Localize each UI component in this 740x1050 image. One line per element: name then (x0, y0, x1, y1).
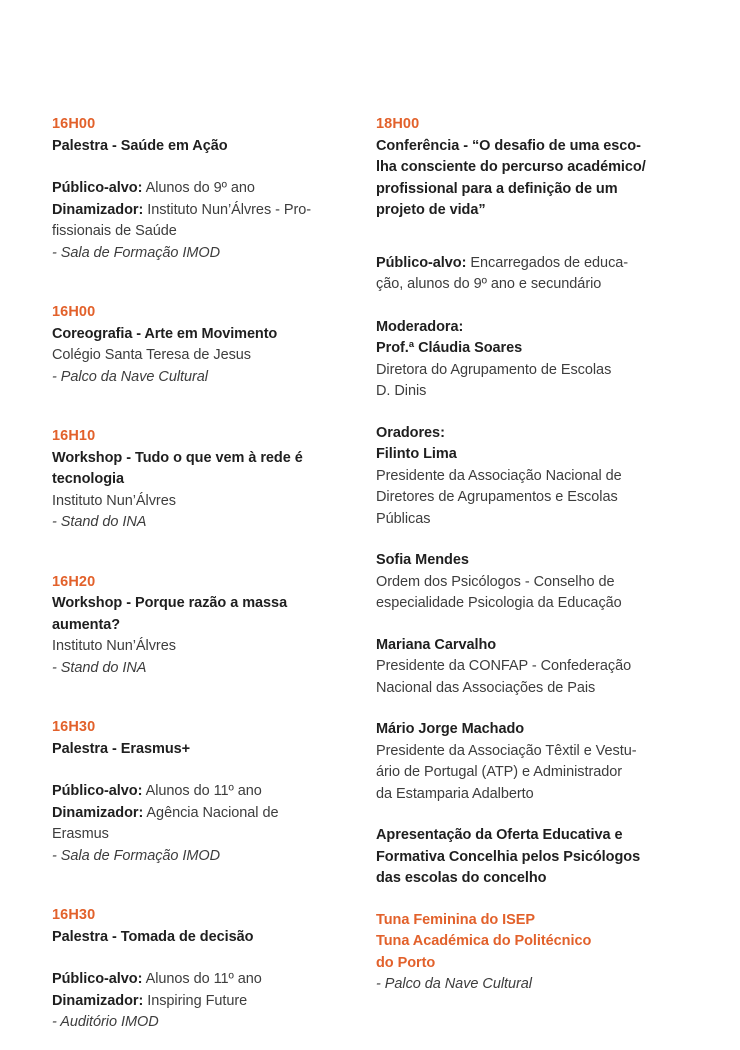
speaker-name: Mário Jorge Machado (376, 721, 525, 737)
speaker-group (376, 550, 668, 615)
presentation-line: das escolas do concelho (376, 870, 547, 886)
entry-title: Workshop - Porque razão a massa (52, 595, 288, 611)
speaker-role-line: Presidente da CONFAP - Confederação (376, 658, 632, 674)
tuna-venue: - Palco da Nave Cultural (376, 976, 532, 992)
entry-time: 16H30 (52, 907, 96, 923)
entry-title: Palestra - Tomada de decisão (52, 928, 254, 945)
speaker-group (376, 423, 668, 531)
entry-detail-continuation: fissionais de Saúde (52, 223, 177, 239)
speaker-role-line: Presidente da Associação Têxtil e Vestu- (376, 742, 637, 759)
entry-detail-line (52, 200, 344, 222)
entry-title: Palestra - Saúde em Ação (52, 137, 228, 154)
conference-time: 18H00 (376, 116, 420, 132)
entry-venue: - Palco da Nave Cultural (52, 368, 208, 385)
detail-label: Público-alvo: (52, 971, 143, 987)
speaker-role-line: especialidade Psicologia da Educação (376, 595, 622, 611)
schedule-entry (52, 302, 344, 388)
conference-audience-continuation: ção, alunos do 9º ano e secundário (376, 276, 602, 292)
entry-detail-line (52, 803, 344, 825)
entry-organizer: Instituto Nun’Álvres (52, 492, 176, 509)
detail-value: Inspiring Future (143, 992, 248, 1009)
schedule-entry (52, 114, 344, 264)
detail-label: Dinamizador: (52, 804, 144, 821)
entry-venue: - Sala de Formação IMOD (52, 244, 221, 261)
two-column-layout (52, 114, 688, 1034)
conference-title-line: profissional para a definição de um (376, 180, 618, 197)
presentation-group (376, 825, 668, 890)
speaker-role-line: Nacional das Associações de Pais (376, 679, 596, 696)
entry-title-line2: tecnologia (52, 471, 125, 487)
entry-detail-line (52, 969, 344, 991)
speakers-heading: Oradores: (376, 424, 445, 441)
speaker-name: Filinto Lima (376, 446, 457, 462)
entry-venue: - Stand do INA (52, 659, 147, 676)
entry-title: Coreografia - Arte em Movimento (52, 325, 278, 342)
detail-value: Instituto Nun’Álvres - Pro- (143, 201, 312, 218)
schedule-entry (52, 426, 344, 534)
spacer (52, 281, 344, 302)
tuna-line: Tuna Académica do Politécnico (376, 933, 592, 949)
moderator-group (376, 317, 668, 403)
spacer (376, 222, 668, 243)
tuna-group (376, 910, 668, 996)
detail-value: Alunos do 9º ano (142, 180, 255, 196)
entry-venue: - Auditório IMOD (52, 1014, 159, 1030)
tuna-line: Tuna Feminina do ISEP (376, 911, 536, 928)
conference-audience-line (376, 253, 668, 275)
spacer (52, 948, 344, 969)
detail-value: Agência Nacional de (143, 804, 279, 821)
spacer (52, 696, 344, 717)
speaker-role-line: Públicas (376, 510, 431, 527)
conference-title-line: projeto de vida” (376, 202, 486, 218)
entry-organizer: Instituto Nun’Álvres (52, 638, 176, 654)
entry-title: Palestra - Erasmus+ (52, 740, 191, 757)
entry-title-line2: aumenta? (52, 616, 121, 633)
entry-organizer: Colégio Santa Teresa de Jesus (52, 347, 251, 363)
conference-title-line: Conferência - “O desafio de uma esco- (376, 137, 641, 154)
entry-time: 16H10 (52, 428, 96, 444)
entry-time: 16H30 (52, 719, 96, 735)
spacer (52, 551, 344, 572)
speaker-role-line: ário de Portugal (ATP) e Administrador (376, 764, 623, 780)
spacer (376, 243, 668, 253)
moderator-heading: Moderadora: (376, 318, 464, 335)
speaker-name: Mariana Carvalho (376, 636, 497, 653)
detail-label: Público-alvo: (376, 254, 467, 271)
schedule-entry (52, 905, 344, 1034)
moderator-role-line: D. Dinis (376, 383, 427, 399)
speaker-name: Sofia Mendes (376, 552, 469, 568)
presentation-line: Formativa Concelhia pelos Psicólogos (376, 848, 641, 865)
conference-title-line: lha consciente do percurso académico/ (376, 159, 646, 175)
spacer (52, 405, 344, 426)
entry-title: Workshop - Tudo o que vem à rede é (52, 449, 303, 466)
speaker-role-line: Ordem dos Psicólogos - Conselho de (376, 573, 615, 590)
spacer (52, 157, 344, 178)
detail-label: Dinamizador: (52, 992, 144, 1009)
detail-label: Público-alvo: (52, 180, 143, 196)
detail-value: Alunos do 11º ano (142, 971, 262, 987)
speaker-group (376, 635, 668, 700)
entry-detail-line (52, 178, 344, 200)
left-column-schedule (52, 114, 344, 1034)
spacer (376, 296, 668, 317)
spacer (52, 884, 344, 905)
entry-venue: - Sala de Formação IMOD (52, 847, 221, 864)
spacer (52, 760, 344, 781)
entry-time: 16H00 (52, 304, 96, 320)
speaker-role-line: da Estamparia Adalberto (376, 785, 534, 802)
entry-time: 16H00 (52, 116, 96, 132)
speaker-role-line: Diretores de Agrupamentos e Escolas (376, 489, 618, 505)
entry-venue: - Stand do INA (52, 514, 147, 530)
detail-value: Alunos do 11º ano (142, 783, 262, 799)
speaker-role-line: Presidente da Associação Nacional de (376, 467, 622, 484)
schedule-entry (52, 717, 344, 867)
presentation-line: Apresentação da Oferta Educativa e (376, 827, 623, 843)
moderator-name: Prof.ª Cláudia Soares (376, 340, 523, 356)
right-column-conference (376, 114, 668, 996)
entry-detail-line (52, 991, 344, 1013)
detail-label: Dinamizador: (52, 201, 144, 218)
entry-detail-continuation: Erasmus (52, 826, 109, 842)
entry-time: 16H20 (52, 573, 96, 590)
detail-value: Encarregados de educa- (466, 254, 629, 271)
tuna-line: do Porto (376, 954, 436, 971)
moderator-role-line: Diretora do Agrupamento de Escolas (376, 361, 612, 378)
speaker-group (376, 719, 668, 805)
schedule-entry (52, 572, 344, 680)
detail-label: Público-alvo: (52, 783, 143, 799)
entry-detail-line (52, 781, 344, 803)
